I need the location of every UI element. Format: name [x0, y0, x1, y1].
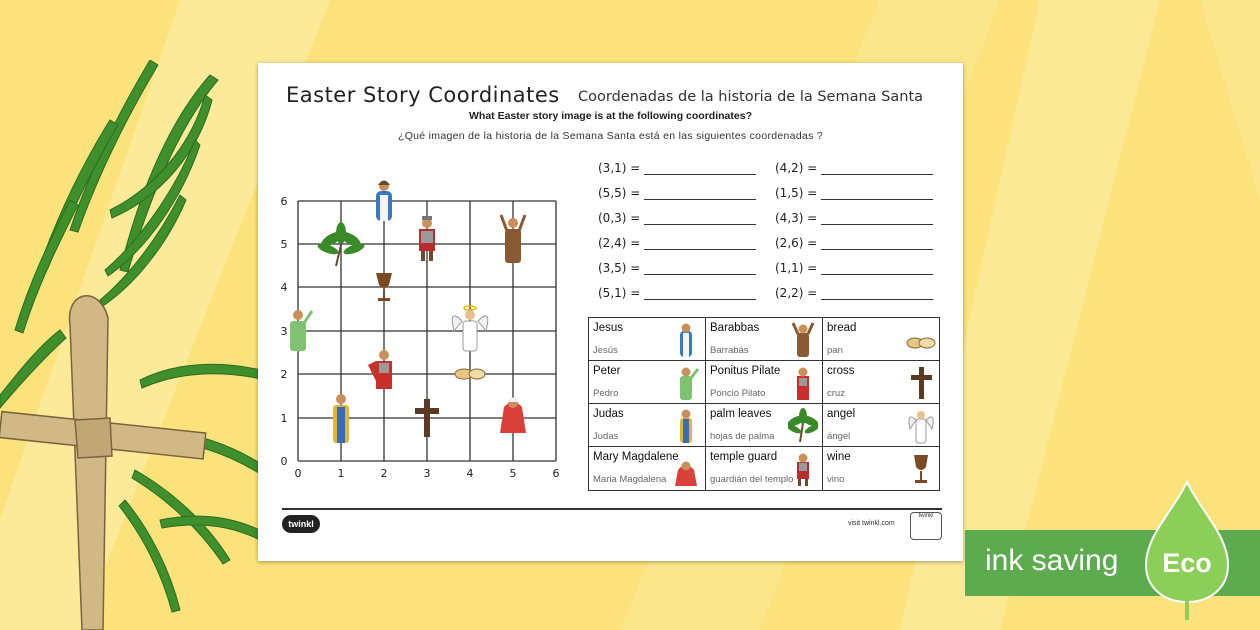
answer-row: (2,2) = — [775, 286, 819, 304]
palm-icon — [788, 407, 818, 444]
answer-blank[interactable] — [821, 199, 933, 200]
jesus-icon — [671, 321, 701, 358]
title-spanish: Coordenadas de la historia de la Semana Santa — [578, 89, 924, 105]
peter-icon — [671, 364, 701, 401]
key-cell-angel: angel ángel — [823, 404, 940, 447]
angel-icon — [906, 407, 936, 444]
title-row — [286, 81, 946, 111]
answer-list — [598, 161, 958, 311]
answer-row: (0,3) = — [598, 211, 642, 229]
barabbas-icon — [788, 321, 818, 358]
x-tick-2: 2 — [380, 467, 388, 480]
answer-row: (1,5) = — [775, 186, 819, 204]
key-cell-pilate: Ponitus Pilate Poncio Pilato — [706, 361, 823, 404]
y-tick-5: 5 — [280, 238, 288, 251]
answer-row: (2,6) = — [775, 236, 819, 254]
answer-row: (2,4) = — [598, 236, 642, 254]
guard-icon — [788, 450, 818, 487]
question-spanish: ¿Qué imagen de la historia de la Semana Santa está en las siguientes coordenadas ? — [397, 130, 824, 142]
key-cell-palm: palm leaves hojas de palma — [706, 404, 823, 447]
pilate-icon — [788, 364, 818, 401]
answer-blank[interactable] — [644, 174, 756, 175]
picture-key — [588, 317, 940, 491]
answer-blank[interactable] — [821, 249, 933, 250]
answer-blank[interactable] — [644, 224, 756, 225]
y-tick-0: 0 — [280, 455, 288, 468]
answer-row: (3,5) = — [598, 261, 642, 279]
y-tick-2: 2 — [280, 368, 288, 381]
key-cell-barabbas: Barabbas Barrabás — [706, 318, 823, 361]
palm-cross-illustration — [0, 60, 290, 630]
grid-barabbas-icon — [501, 215, 525, 263]
eco-label: Eco — [1162, 548, 1212, 578]
x-tick-4: 4 — [466, 467, 474, 480]
key-cell-judas: Judas Judas — [589, 404, 706, 447]
answer-blank[interactable] — [644, 249, 756, 250]
y-tick-3: 3 — [280, 325, 288, 338]
answer-row: (3,1) = — [598, 161, 642, 179]
answer-blank[interactable] — [644, 274, 756, 275]
visit-link[interactable]: visit twinkl.com — [848, 520, 895, 527]
answer-blank[interactable] — [644, 199, 756, 200]
grid-angel-icon — [452, 306, 488, 351]
key-cell-bread: bread pan — [823, 318, 940, 361]
twinkl-logo[interactable]: twinkl — [282, 515, 320, 533]
cross-icon — [906, 364, 936, 401]
x-tick-6: 6 — [552, 467, 560, 480]
key-cell-cross: cross cruz — [823, 361, 940, 404]
answer-row: (5,1) = — [598, 286, 642, 304]
answer-row: (1,1) = — [775, 261, 819, 279]
answer-blank[interactable] — [821, 274, 933, 275]
answer-blank[interactable] — [821, 174, 933, 175]
worksheet — [258, 63, 963, 561]
grid-bread-icon — [455, 369, 485, 379]
ink-saving-label: ink saving — [985, 544, 1119, 577]
key-cell-peter: Peter Pedro — [589, 361, 706, 404]
footer-badge: twinkl — [910, 512, 942, 540]
y-tick-1: 1 — [280, 412, 288, 425]
y-tick-4: 4 — [280, 281, 288, 294]
answer-row: (4,2) = — [775, 161, 819, 179]
judas-icon — [671, 407, 701, 444]
grid-judas-icon — [333, 394, 349, 443]
grid-jesus-icon — [376, 181, 392, 222]
coordinate-grid — [272, 171, 572, 481]
footer-divider — [282, 508, 942, 510]
answer-blank[interactable] — [644, 299, 756, 300]
answer-row: (5,5) = — [598, 186, 642, 204]
x-tick-1: 1 — [337, 467, 345, 480]
wine-icon — [906, 450, 936, 487]
x-tick-0: 0 — [294, 467, 302, 480]
key-cell-mary: Mary Magdalene Maria Magdalena — [589, 447, 706, 490]
y-tick-6: 6 — [280, 195, 288, 208]
mary-icon — [671, 450, 701, 487]
x-tick-5: 5 — [509, 467, 517, 480]
key-cell-wine: wine vino — [823, 447, 940, 490]
key-cell-guard: temple guard guardián del templo — [706, 447, 823, 490]
question-english: What Easter story image is at the following coordinates? — [469, 110, 752, 122]
key-cell-jesus: Jesus Jesús — [589, 318, 706, 361]
grid-pilate-icon — [368, 350, 392, 389]
grid-mary-icon — [500, 398, 526, 434]
x-tick-3: 3 — [423, 467, 431, 480]
answer-row: (4,3) = — [775, 211, 819, 229]
eco-drop-icon — [1140, 480, 1234, 620]
bread-icon — [906, 321, 936, 358]
title-english: Easter Story Coordinates — [286, 83, 560, 107]
answer-blank[interactable] — [821, 299, 933, 300]
answer-blank[interactable] — [821, 224, 933, 225]
